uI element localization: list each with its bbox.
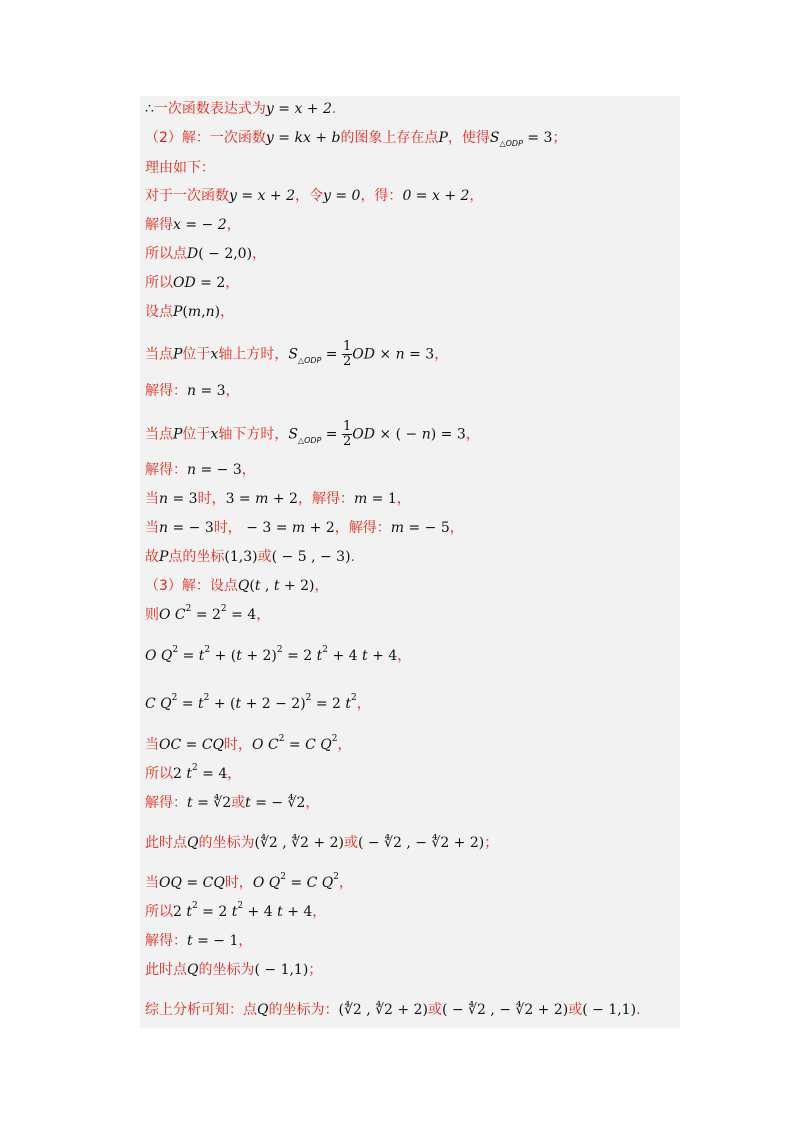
- solution-line: [145, 646, 411, 666]
- math-segment: t: [316, 648, 323, 664]
- solution-line: [145, 1000, 641, 1020]
- math-segment: t: [186, 904, 192, 920]
- math-segment: t: [345, 696, 352, 712]
- solution-line: [145, 902, 326, 922]
- math-segment: = 1: [367, 491, 397, 507]
- solution-text-segment: ，: [397, 648, 412, 664]
- math-segment: + 2 − 2): [241, 696, 306, 712]
- math-segment: Q: [187, 835, 199, 851]
- solution-text-segment: ，: [256, 607, 271, 623]
- math-segment: t: [273, 578, 280, 594]
- math-segment: y = kx + b: [265, 130, 341, 146]
- fraction: [342, 340, 352, 369]
- math-segment: t: [236, 648, 242, 664]
- solution-text-segment: 轴下方时，: [218, 426, 289, 443]
- solution-line: [145, 793, 319, 813]
- math-segment: =: [284, 737, 306, 753]
- solution-text-segment: （3）解：设点: [145, 578, 238, 594]
- superscript: 2: [192, 763, 198, 774]
- fraction-numerator: 1: [343, 339, 352, 354]
- fraction-numerator: 1: [343, 419, 352, 434]
- math-segment: S: [288, 346, 298, 363]
- math-segment: ×: [374, 346, 396, 363]
- math-segment: 2: [173, 766, 187, 782]
- math-segment: O C: [159, 607, 186, 623]
- math-segment: P: [173, 304, 183, 320]
- solution-line: [145, 244, 266, 264]
- solution-text-segment: ，: [469, 188, 484, 204]
- solution-line: [145, 489, 411, 509]
- solution-line: [145, 605, 270, 625]
- math-segment: ): [214, 304, 221, 320]
- solution-line: [145, 518, 464, 538]
- solution-text-segment: 或: [427, 1002, 442, 1018]
- solution-text-segment: 此时点: [145, 835, 187, 851]
- math-segment: = 3: [522, 130, 553, 146]
- math-segment: CQ: [202, 875, 225, 891]
- solution-text-segment: 当: [145, 737, 159, 753]
- solution-text-segment: ，: [241, 462, 256, 478]
- solution-line: [145, 128, 566, 150]
- math-segment: D: [187, 246, 199, 262]
- math-segment: Q: [237, 578, 250, 594]
- math-segment: n: [421, 426, 431, 443]
- solution-text-segment: ，: [396, 491, 411, 507]
- solution-text-segment: 综上分析可知：点: [145, 1002, 257, 1018]
- superscript: 2: [280, 872, 286, 883]
- math-segment: t: [254, 578, 261, 594]
- solution-text-segment: ；: [552, 130, 567, 146]
- solution-text-segment: 位于: [182, 426, 211, 443]
- math-segment: + 4: [367, 648, 398, 664]
- math-segment: CQ: [201, 737, 225, 753]
- math-segment: = − 3: [168, 520, 214, 536]
- solution-text-segment: 解得：: [145, 383, 187, 399]
- subscript: △ODP: [297, 355, 322, 365]
- math-segment: OQ: [159, 875, 182, 891]
- math-segment: P: [159, 549, 169, 565]
- solution-text-segment: ，: [338, 875, 353, 891]
- math-segment: OD: [173, 275, 196, 291]
- math-segment: n: [395, 346, 405, 363]
- math-segment: =: [181, 737, 202, 753]
- solution-text-segment: ，: [465, 426, 480, 443]
- math-segment: = 2: [282, 648, 317, 664]
- math-segment: − 3 =: [241, 520, 292, 536]
- math-segment: 2: [173, 904, 187, 920]
- solution-text-segment: 当: [145, 491, 159, 507]
- math-segment: = 3: [404, 346, 435, 363]
- solution-text-segment: .: [331, 101, 337, 117]
- math-segment: ( − 1,1): [582, 1002, 637, 1018]
- solution-text-segment: 时，: [224, 875, 253, 891]
- solution-line: [145, 420, 480, 449]
- solution-text-segment: 或: [231, 795, 246, 811]
- math-segment: = − ∜2: [250, 795, 306, 811]
- solution-text-segment: 所以: [145, 275, 173, 291]
- math-segment: =: [321, 426, 342, 443]
- solution-text-segment: 的坐标为: [198, 962, 255, 978]
- solution-text-segment: ，令: [294, 188, 323, 204]
- math-segment: ( − 2,0): [198, 246, 253, 262]
- math-segment: t: [187, 795, 193, 811]
- math-segment: n: [205, 304, 215, 320]
- solution-text-segment: 则: [145, 607, 159, 623]
- solution-line: [145, 931, 252, 951]
- subscript: △ODP: [297, 435, 322, 445]
- math-segment: t: [187, 933, 193, 949]
- solution-text-segment: ，: [337, 737, 352, 753]
- solution-line: [145, 460, 256, 480]
- math-segment: = 2: [191, 607, 221, 623]
- math-segment: C Q: [145, 696, 172, 712]
- math-segment: = 3: [168, 491, 198, 507]
- math-segment: + 2): [279, 578, 315, 594]
- solution-text-segment: ，使得: [447, 130, 490, 146]
- math-segment: + (: [210, 648, 237, 664]
- solution-text-segment: ，: [220, 304, 235, 320]
- solution-text-segment: 时，: [197, 491, 226, 507]
- solution-line: [145, 764, 241, 784]
- solution-text-segment: 的坐标为：: [268, 1002, 339, 1018]
- solution-text-segment: ；: [484, 835, 499, 851]
- superscript: 2: [172, 645, 179, 656]
- solution-line: [145, 186, 483, 206]
- math-segment: (: [182, 304, 188, 320]
- solution-text-segment: 此时点: [145, 962, 187, 978]
- superscript: 2: [204, 645, 211, 656]
- superscript: 2: [276, 645, 283, 656]
- math-segment: Q: [257, 1002, 269, 1018]
- math-segment: + 4: [282, 904, 313, 920]
- math-segment: = 4: [226, 607, 257, 623]
- math-segment: = 2: [197, 904, 232, 920]
- solution-line: [145, 576, 329, 596]
- math-segment: t: [198, 696, 204, 712]
- solution-text-segment: 一次函数表达式为: [153, 101, 266, 117]
- solution-text-segment: ，: [226, 217, 241, 233]
- solution-text-segment: .: [350, 549, 355, 565]
- solution-text-segment: 时，: [224, 737, 253, 753]
- math-segment: =: [178, 648, 199, 664]
- solution-line: [145, 302, 234, 322]
- solution-text-segment: 所以: [145, 904, 173, 920]
- solution-text-segment: 点的坐标: [168, 549, 225, 565]
- math-segment: O Q: [145, 648, 173, 664]
- math-segment: m: [187, 304, 202, 320]
- math-segment: = − 5: [404, 520, 450, 536]
- math-segment: (1,3): [224, 549, 258, 565]
- math-segment: (: [249, 578, 255, 594]
- superscript: 2: [171, 693, 178, 704]
- fraction-denominator: 2: [343, 434, 352, 449]
- solution-text-segment: 时，: [213, 520, 242, 536]
- solution-text-segment: 当: [145, 875, 159, 891]
- math-segment: 3 =: [225, 491, 256, 507]
- solution-text-segment: ，: [238, 933, 253, 949]
- math-segment: x = − 2: [173, 217, 227, 233]
- math-segment: =: [321, 346, 342, 363]
- superscript: 2: [351, 693, 357, 704]
- math-segment: ( − ∜2 , − ∜2 + 2): [357, 835, 485, 851]
- math-segment: Q: [187, 962, 199, 978]
- math-segment: y = x + 2: [265, 101, 332, 117]
- solution-line: [145, 873, 353, 893]
- solution-text-segment: 设点: [145, 304, 173, 320]
- math-segment: t: [235, 696, 242, 712]
- math-segment: O C: [252, 737, 279, 753]
- solution-text-segment: （2）解：一次函数: [145, 130, 266, 146]
- math-segment: P: [173, 346, 183, 363]
- math-segment: t: [231, 904, 238, 920]
- fraction-denominator: 2: [343, 354, 352, 369]
- solution-text-segment: ，: [314, 578, 329, 594]
- math-segment: = 4: [197, 766, 228, 782]
- solution-text-segment: 故: [145, 549, 159, 565]
- solution-text-segment: ，: [227, 766, 242, 782]
- solution-text-segment: 的图象上存在点: [340, 130, 439, 146]
- math-segment: O Q: [252, 875, 281, 891]
- math-segment: OD: [352, 346, 375, 363]
- math-segment: m: [390, 520, 405, 536]
- math-segment: ,: [260, 578, 274, 594]
- math-segment: y = 0: [322, 188, 361, 204]
- solution-text-segment: 位于: [182, 346, 211, 363]
- solution-line: [145, 273, 239, 293]
- math-segment: C Q: [305, 737, 332, 753]
- superscript: 2: [278, 734, 285, 745]
- math-segment: S: [489, 130, 500, 146]
- math-segment: =: [177, 696, 199, 712]
- math-segment: + 2): [241, 648, 277, 664]
- solution-text-segment: ，: [356, 696, 371, 712]
- math-segment: OC: [159, 737, 182, 753]
- math-segment: = 2: [311, 696, 346, 712]
- superscript: 2: [220, 604, 227, 615]
- solution-text-segment: ，解得：: [297, 491, 354, 507]
- solution-line: [145, 735, 351, 755]
- math-segment: ( − 5 , − 3): [271, 549, 351, 565]
- math-segment: + (: [209, 696, 236, 712]
- solution-text-segment: ，: [252, 246, 267, 262]
- math-segment: x: [210, 426, 219, 443]
- math-segment: m: [291, 520, 306, 536]
- solution-line: [145, 381, 240, 401]
- math-segment: m: [353, 491, 368, 507]
- math-segment: m: [255, 491, 269, 507]
- solution-line: [145, 340, 448, 369]
- solution-line: [145, 215, 241, 235]
- solution-text-segment: 或: [343, 835, 358, 851]
- superscript: 2: [331, 734, 338, 745]
- math-segment: + 2: [305, 520, 335, 536]
- solution-text-segment: ，: [305, 795, 320, 811]
- math-segment: n: [187, 462, 197, 478]
- superscript: 2: [203, 693, 210, 704]
- math-segment: + 2: [268, 491, 298, 507]
- solution-text-segment: 的坐标为: [198, 835, 255, 851]
- math-segment: OD: [352, 426, 375, 443]
- math-segment: (∜2 , ∜2 + 2): [254, 835, 344, 851]
- superscript: 2: [305, 693, 312, 704]
- math-segment: =: [285, 875, 307, 891]
- math-segment: t: [198, 648, 205, 664]
- solution-line: [145, 960, 322, 980]
- solution-text-segment: ，: [225, 275, 240, 291]
- math-segment: S: [288, 426, 298, 443]
- superscript: 2: [333, 872, 339, 883]
- math-segment: + 4: [243, 904, 278, 920]
- math-segment: (∜2 , ∜2 + 2): [338, 1002, 428, 1018]
- math-segment: t: [362, 648, 368, 664]
- fraction: [342, 420, 352, 449]
- solution-text-segment: ，解得：: [334, 520, 391, 536]
- solution-text-segment: 解得：: [145, 462, 187, 478]
- math-segment: + 4: [328, 648, 362, 664]
- solution-text-segment: 当: [145, 520, 159, 536]
- math-segment: y = x + 2: [229, 188, 295, 204]
- math-segment: =: [181, 875, 203, 891]
- solution-text-segment: 当点: [145, 346, 173, 363]
- solution-text-segment: 所以点: [145, 246, 187, 262]
- math-segment: = 3: [196, 383, 226, 399]
- solution-text-segment: 理由如下：: [145, 160, 215, 176]
- solution-line: [145, 694, 371, 714]
- solution-text-segment: ，得：: [360, 188, 403, 204]
- math-segment: C Q: [306, 875, 334, 891]
- solution-text-segment: 当点: [145, 426, 173, 443]
- math-segment: P: [438, 130, 448, 146]
- math-segment: 0 = x + 2: [402, 188, 470, 204]
- superscript: 2: [185, 604, 192, 615]
- math-segment: = − 3: [196, 462, 242, 478]
- subscript: △ODP: [499, 139, 523, 148]
- solution-text-segment: 解得：: [145, 795, 187, 811]
- solution-text-segment: ；: [308, 962, 323, 978]
- math-segment: ) = 3: [430, 426, 466, 443]
- math-segment: = 2: [195, 275, 226, 291]
- math-segment: = ∜2: [192, 795, 232, 811]
- solution-line: [145, 158, 215, 178]
- superscript: 2: [192, 901, 198, 912]
- solution-text-segment: 解得: [145, 217, 173, 233]
- solution-line: [145, 833, 498, 853]
- solution-line: [145, 547, 355, 567]
- solution-text-segment: ，: [449, 520, 464, 536]
- solution-text-segment: ，: [434, 346, 449, 363]
- math-segment: t: [186, 766, 192, 782]
- solution-text-segment: 轴上方时，: [218, 346, 289, 363]
- math-segment: n: [159, 520, 169, 536]
- math-segment: P: [173, 426, 183, 443]
- solution-text-segment: 对于一次函数: [145, 188, 229, 204]
- solution-line: [145, 99, 336, 119]
- math-segment: t: [245, 795, 251, 811]
- solution-text-segment: 或: [257, 549, 272, 565]
- math-segment: = − 1: [192, 933, 239, 949]
- math-segment: n: [187, 383, 197, 399]
- math-segment: t: [277, 904, 283, 920]
- solution-text-segment: .: [636, 1002, 641, 1018]
- solution-text-segment: ，: [225, 383, 240, 399]
- solution-text-segment: 所以: [145, 766, 173, 782]
- math-segment: n: [159, 491, 169, 507]
- solution-text-segment: 或: [568, 1002, 583, 1018]
- solution-text-segment: ，: [312, 904, 327, 920]
- solution-text-segment: 解得：: [145, 933, 187, 949]
- superscript: 2: [322, 645, 328, 656]
- math-segment: ,: [201, 304, 206, 320]
- superscript: 2: [237, 901, 244, 912]
- math-segment: ∴: [145, 101, 154, 117]
- math-segment: ( − ∜2 , − ∜2 + 2): [441, 1002, 569, 1018]
- math-segment: × ( −: [374, 426, 422, 443]
- math-segment: x: [210, 346, 219, 363]
- math-segment: ( − 1,1): [254, 962, 309, 978]
